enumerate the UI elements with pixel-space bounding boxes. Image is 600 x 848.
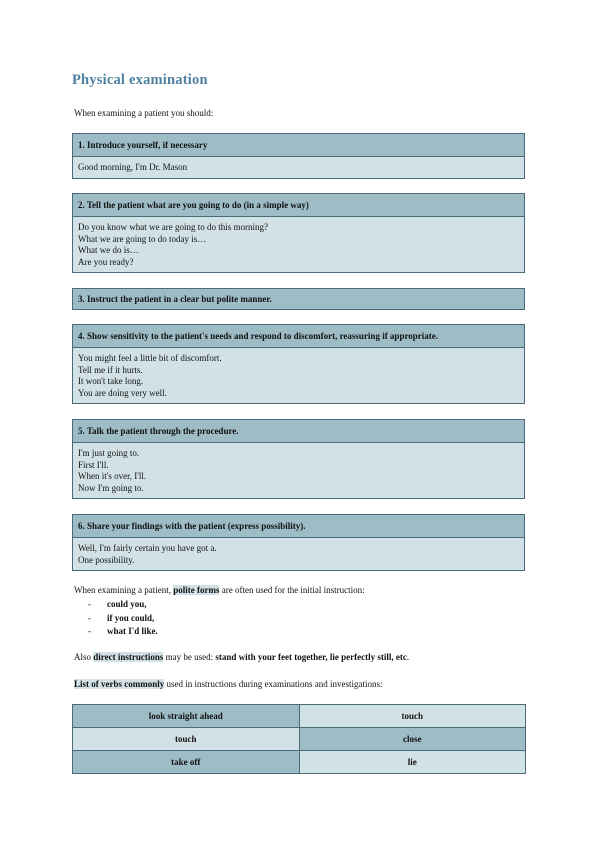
step-line: One possibility. <box>78 554 135 565</box>
bullet-dash: - <box>88 626 91 636</box>
step-line: First I'll. <box>78 459 109 470</box>
polite-forms-highlight: polite forms <box>173 585 220 595</box>
table-cell: look straight ahead <box>73 705 300 728</box>
paragraph-text: When examining a patient, <box>74 585 174 595</box>
list-item <box>88 625 158 639</box>
step-box-4 <box>72 324 525 404</box>
paragraph-text: used in instructions during examinations and investigations: <box>164 679 383 689</box>
paragraph-text: are often used for the initial instruction: <box>219 585 365 595</box>
list-item-text: could you, <box>107 599 147 609</box>
list-item <box>88 612 158 626</box>
direct-instructions-paragraph <box>74 652 409 662</box>
step-box-1 <box>72 133 525 179</box>
step-line: It won't take long. <box>78 376 144 387</box>
table-cell: touch <box>73 728 300 751</box>
table-row <box>73 751 526 774</box>
verbs-intro-paragraph <box>74 679 382 689</box>
step-heading: 2. Tell the patient what are you going to do (in a simple way) <box>73 194 524 217</box>
step-box-2 <box>72 193 525 273</box>
polite-forms-list <box>88 598 158 639</box>
verbs-table <box>72 704 526 774</box>
step-line: What we do is… <box>78 245 139 256</box>
list-item <box>88 598 158 612</box>
step-line: When it's over, I'll. <box>78 471 147 482</box>
table-row <box>73 705 526 728</box>
step-line: Good morning, I'm Dr. Mason <box>78 162 188 172</box>
direct-examples: stand with your feet together, lie perfectly still, etc <box>215 652 407 662</box>
list-item-text: if you could, <box>107 612 155 623</box>
table-row <box>73 728 526 751</box>
step-box-5 <box>72 419 525 499</box>
table-cell: lie <box>299 751 526 774</box>
paragraph-text: Also <box>74 652 94 662</box>
table-cell: close <box>299 728 526 751</box>
bullet-dash: - <box>88 612 91 623</box>
step-box-6 <box>72 514 525 571</box>
step-line: Tell me if it hurts. <box>78 364 143 375</box>
verbs-list-highlight: List of verbs commonly <box>74 679 165 689</box>
table-cell: touch <box>299 705 526 728</box>
step-heading: 5. Talk the patient through the procedure. <box>73 420 524 443</box>
step-line: You might feel a little bit of discomfort. <box>78 353 222 363</box>
step-line: Do you know what we are going to do this morning? <box>78 222 268 232</box>
polite-forms-paragraph <box>74 585 365 595</box>
page-title: Physical examination <box>72 72 208 88</box>
step-line: Are you ready? <box>78 257 134 268</box>
step-heading: 4. Show sensitivity to the patient's needs and respond to discomfort, reassuring if appropriate. <box>73 325 524 348</box>
step-line: What we are going to do today is… <box>78 233 207 244</box>
step-box-3 <box>72 288 525 310</box>
step-line: I'm just going to. <box>78 448 140 458</box>
direct-instructions-highlight: direct instructions <box>93 652 164 662</box>
step-line: Well, I'm fairly certain you have got a. <box>78 543 217 553</box>
step-line: Now I'm going to. <box>78 483 144 494</box>
intro-text: When examining a patient you should: <box>74 108 214 118</box>
paragraph-text: . <box>406 652 410 662</box>
table-cell: take off <box>73 751 300 774</box>
step-heading: 3. Instruct the patient in a clear but polite manner. <box>73 289 524 309</box>
bullet-dash: - <box>88 599 91 609</box>
step-heading: 1. Introduce yourself, if necessary <box>73 134 524 157</box>
step-line: You are doing very well. <box>78 388 167 399</box>
step-heading: 6. Share your findings with the patient (express possibility). <box>73 515 524 538</box>
paragraph-text: may be used: <box>163 652 216 662</box>
list-item-text: what I'd like. <box>107 626 158 636</box>
